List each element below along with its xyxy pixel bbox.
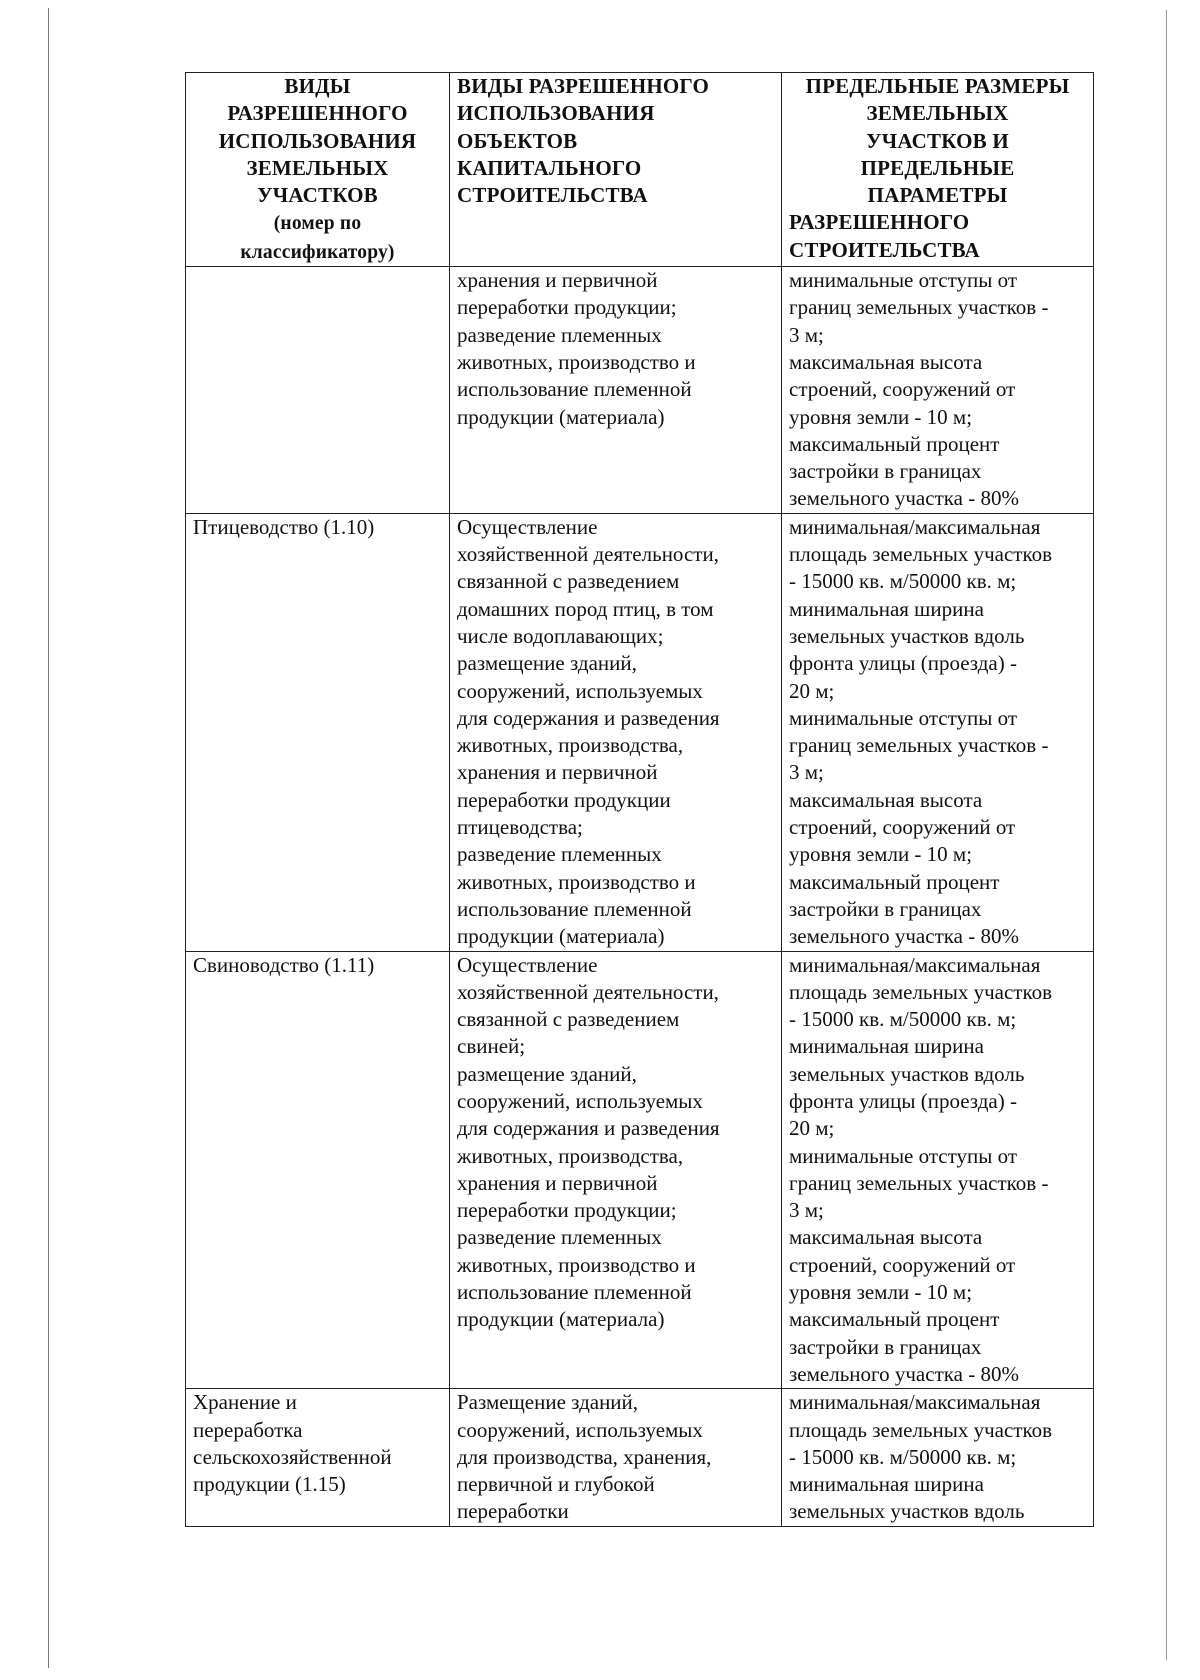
cell-limit-parameters: минимальная/максимальная площадь земельных участков - 15000 кв. м/50000 кв. м; минимальная ширина земельных участков вдоль фронта улицы (проезда) - 20 м; минимальные отступы от границ земельных участков - 3 м; максимальная высота строений, сооружений от уровня земли - 10 м; максимальный процент застройки в границах земельного участка - 80% bbox=[782, 951, 1094, 1389]
cell-land-use-kind: Свиноводство (1.11) bbox=[186, 951, 450, 1389]
header-col1-title: ВИДЫ РАЗРЕШЕННОГО ИСПОЛЬЗОВАНИЯ ЗЕМЕЛЬНЫХ УЧАСТКОВ bbox=[218, 74, 417, 208]
header-row bbox=[186, 73, 1094, 267]
land-use-table bbox=[185, 72, 1094, 1527]
table-row bbox=[186, 513, 1094, 951]
table-row bbox=[186, 951, 1094, 1389]
cell-land-use-kind: Птицеводство (1.10) bbox=[186, 513, 450, 951]
cell-capital-objects: Размещение зданий, сооружений, используемых для производства, хранения, первичной и глубокой переработки bbox=[450, 1389, 782, 1526]
header-col3-title: ПРЕДЕЛЬНЫЕ РАЗМЕРЫ ЗЕМЕЛЬНЫХ УЧАСТКОВ И ПРЕДЕЛЬНЫЕ ПАРАМЕТРЫ bbox=[805, 74, 1070, 208]
scan-edge-left bbox=[48, 8, 49, 1668]
header-col1-subtitle: (номер по классификатору) bbox=[240, 213, 395, 263]
table-header bbox=[186, 73, 1094, 267]
cell-capital-objects: Осуществление хозяйственной деятельности, связанной с разведением свиней; размещение зданий, сооружений, используемых для содержания и разведения животных, производства, хранения и первичной переработки продукции; разведение племенных животных, производство и использование племенной продукции (материала) bbox=[450, 951, 782, 1389]
header-capital-objects: ВИДЫ РАЗРЕШЕННОГО ИСПОЛЬЗОВАНИЯ ОБЪЕКТОВ КАПИТАЛЬНОГО СТРОИТЕЛЬСТВА bbox=[450, 73, 782, 267]
table-row bbox=[186, 1389, 1094, 1526]
header-col3-tail: РАЗРЕШЕННОГО СТРОИТЕЛЬСТВА bbox=[789, 210, 980, 262]
cell-limit-parameters: минимальные отступы от границ земельных участков - 3 м; максимальная высота строений, сооружений от уровня земли - 10 м; максимальный процент застройки в границах земельного участка - 80% bbox=[782, 267, 1094, 514]
table-body bbox=[186, 267, 1094, 1527]
header-land-use-kinds bbox=[186, 73, 450, 267]
cell-limit-parameters: минимальная/максимальная площадь земельных участков - 15000 кв. м/50000 кв. м; минимальная ширина земельных участков вдоль bbox=[782, 1389, 1094, 1526]
cell-land-use-kind bbox=[186, 267, 450, 514]
cell-capital-objects: Осуществление хозяйственной деятельности, связанной с разведением домашних пород птиц, в том числе водоплавающих; размещение зданий, сооружений, используемых для содержания и разведения животных, производства, хранения и первичной переработки продукции птицеводства; разведение племенных животных, производство и использование племенной продукции (материала) bbox=[450, 513, 782, 951]
cell-limit-parameters: минимальная/максимальная площадь земельных участков - 15000 кв. м/50000 кв. м; минимальная ширина земельных участков вдоль фронта улицы (проезда) - 20 м; минимальные отступы от границ земельных участков - 3 м; максимальная высота строений, сооружений от уровня земли - 10 м; максимальный процент застройки в границах земельного участка - 80% bbox=[782, 513, 1094, 951]
scan-edge-right bbox=[1166, 10, 1167, 1660]
header-limit-parameters bbox=[782, 73, 1094, 267]
table-row bbox=[186, 267, 1094, 514]
cell-capital-objects: хранения и первичной переработки продукции; разведение племенных животных, производство и использование племенной продукции (материала) bbox=[450, 267, 782, 514]
cell-land-use-kind: Хранение и переработка сельскохозяйственной продукции (1.15) bbox=[186, 1389, 450, 1526]
